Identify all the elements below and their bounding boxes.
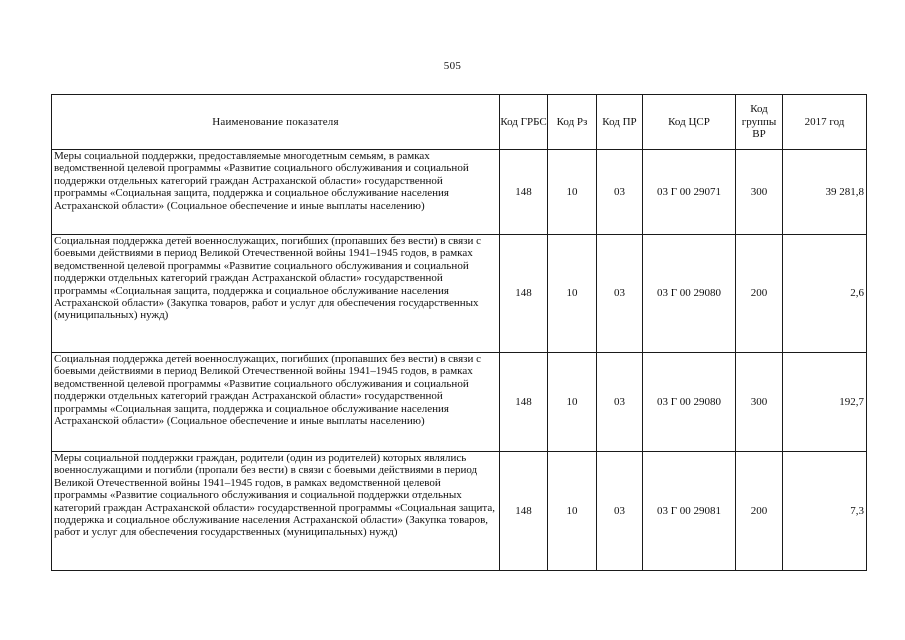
header-grbs: Код ГРБС (500, 95, 548, 150)
vr-code: 200 (736, 452, 783, 571)
indicator-name: Социальная поддержка детей военнослужащих, погибших (пропавших без вести) в связи с боевыми действиями в период Великой Отечественной войны 1941–1945 годов, в рамках ведомственной целевой программы «Развитие социального обслуживания и социальной поддержки отдельных категорий граждан Астраханской области» государственной программы «Социальная защита, поддержка и социальное обслуживание населения Астраханской области» (Социальное обеспечение и иные выплаты населению) (52, 353, 500, 452)
vr-code: 300 (736, 150, 783, 235)
indicator-name: Социальная поддержка детей военнослужащих, погибших (пропавших без вести) в связи с боевыми действиями в период Великой Отечественной войны 1941–1945 годов, в рамках ведомственной целевой программы «Развитие социального обслуживания и социальной поддержки отдельных категорий граждан Астраханской области» государственной программы «Социальная защита, поддержка и социальное обслуживание населения Астраханской области» (Закупка товаров, работ и услуг для обеспечения государственных (муниципальных) нужд) (52, 235, 500, 353)
pr-code: 03 (597, 452, 643, 571)
indicator-name: Меры социальной поддержки, предоставляемые многодетным семьям, в рамках ведомственной целевой программы «Развитие социального обслуживания и социальной поддержки отдельных категорий граждан Астраханской области» государственной программы «Социальная защита, поддержка и социальное обслуживание населения Астраханской области» (Социальное обеспечение и иные выплаты населению) (52, 150, 500, 235)
header-name: Наименование показателя (52, 95, 500, 150)
grbs-code: 148 (500, 452, 548, 571)
csr-code: 03 Г 00 29081 (643, 452, 736, 571)
budget-table (51, 94, 867, 571)
amount-2017: 39 281,8 (783, 150, 867, 235)
csr-code: 03 Г 00 29080 (643, 353, 736, 452)
table-row (52, 353, 867, 452)
header-year: 2017 год (783, 95, 867, 150)
amount-2017: 7,3 (783, 452, 867, 571)
table-row (52, 235, 867, 353)
header-pr: Код ПР (597, 95, 643, 150)
amount-2017: 192,7 (783, 353, 867, 452)
rz-code: 10 (548, 150, 597, 235)
pr-code: 03 (597, 353, 643, 452)
csr-code: 03 Г 00 29080 (643, 235, 736, 353)
pr-code: 03 (597, 235, 643, 353)
table-row (52, 452, 867, 571)
grbs-code: 148 (500, 150, 548, 235)
csr-code: 03 Г 00 29071 (643, 150, 736, 235)
table-row (52, 150, 867, 235)
pr-code: 03 (597, 150, 643, 235)
indicator-name: Меры социальной поддержки граждан, родители (один из родителей) которых являлись военнослужащими и погибли (пропали без вести) в связи с боевыми действиями в период Великой Отечественной войны 1941–1945 годов, в рамках ведомственной целевой программы «Развитие социального обслуживания и социальной поддержки отдельных категорий граждан Астраханской области» государственной программы «Социальная защита, поддержка и социальное обслуживание населения Астраханской области» (Закупка товаров, работ и услуг для обеспечения государственных (муниципальных) нужд) (52, 452, 500, 571)
rz-code: 10 (548, 452, 597, 571)
rz-code: 10 (548, 353, 597, 452)
vr-code: 200 (736, 235, 783, 353)
header-rz: Код Рз (548, 95, 597, 150)
header-vr: Код группы ВР (736, 95, 783, 150)
page-number: 505 (443, 60, 462, 72)
rz-code: 10 (548, 235, 597, 353)
amount-2017: 2,6 (783, 235, 867, 353)
vr-code: 300 (736, 353, 783, 452)
table-header-row (52, 95, 867, 150)
header-csr: Код ЦСР (643, 95, 736, 150)
grbs-code: 148 (500, 353, 548, 452)
grbs-code: 148 (500, 235, 548, 353)
